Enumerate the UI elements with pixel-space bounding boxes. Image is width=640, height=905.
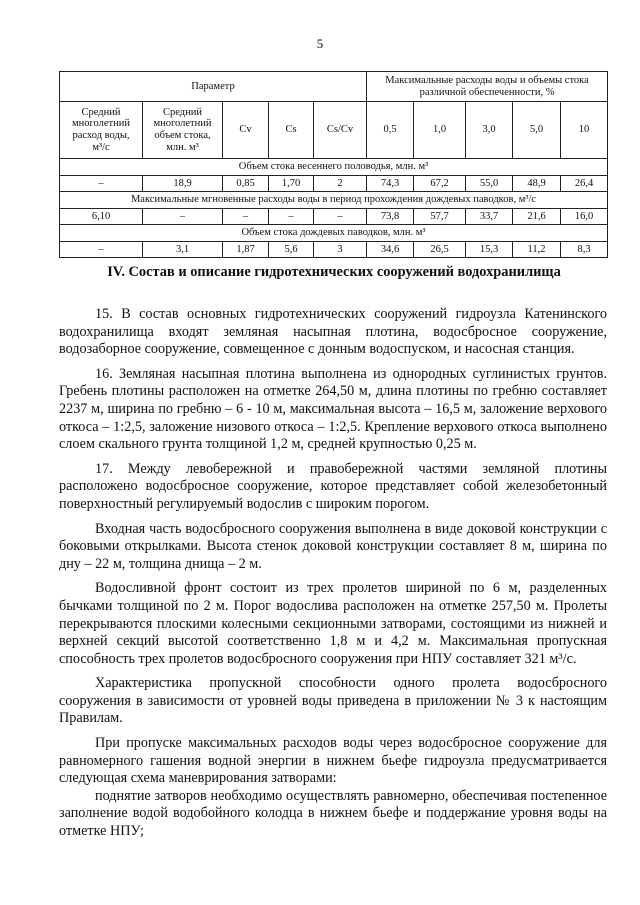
paragraph: 16. Земляная насыпная плотина выполнена из однородных суглинистых грунтов. Гребень плотины расположен на отметке 264,50 м, длина плотины по гребню составляет 2237 м, ширина по гребню – 6 - 10 м, максимальная высота – 16,5 м, заложение верхового откоса – 1:2,5, заложение низового откоса – 1:2,5. Крепление верхового откоса выполнено слоем скального грунта толщиной 1,2 м, средней крупностью 0,25 м. [59,365,607,453]
section-title-spring-runoff: Объем стока весеннего половодья, млн. м³ [60,159,608,176]
table-cell: – [269,209,314,225]
table-cell: 3 [314,242,367,258]
paragraph: Водосливной фронт состоит из трех пролетов шириной по 6 м, разделенных бычками толщиной по 2 м. Порог водослива расположен на отметке 257,50 м. Пролеты перекрываются плоскими колесными секционными затворами, состоящими из нижней и верхней секций высотой соответственно 1,8 м и 4,2 м. Максимальная пропускная способность трех пролетов водосбросного сооружения при НПУ составляет 321 м³/с. [59,580,607,667]
avg-flow-header-line: Средний [81,106,121,118]
table-cell: 5,6 [269,242,314,258]
cs-cv-header: Cs/Cv [314,102,367,159]
table-cell: 11,2 [513,242,561,258]
table-cell: 67,2 [414,176,466,192]
probability-header: 3,0 [466,102,513,159]
parameter-header: Параметр [60,72,367,102]
avg-flow-header [60,102,143,159]
document-body [59,306,607,848]
table-cell: 3,1 [143,242,223,258]
table-cell: 55,0 [466,176,513,192]
cs-header: Cs [269,102,314,159]
table-cell: – [143,209,223,225]
table-cell: 48,9 [513,176,561,192]
table-cell: 57,7 [414,209,466,225]
paragraph: При пропуске максимальных расходов воды через водосбросное сооружение для равномерного гашения водной энергии в нижнем бьефе гидроузла предусматривается следующая схема маневрирования затворами: [59,735,607,787]
table-cell: 8,3 [561,242,608,258]
table-cell: 2 [314,176,367,192]
paragraph: 15. В состав основных гидротехнических сооружений гидроузла Катенинского водохранилища входят земляная насыпная плотина, водосбросное сооружение, водозаборное сооружение, совмещенное с донным водоспуском, и насосная станция. [59,306,607,358]
table-cell: 74,3 [367,176,414,192]
table-cell: 18,9 [143,176,223,192]
probability-header: 5,0 [513,102,561,159]
table-cell: 21,6 [513,209,561,225]
probability-header: 1,0 [414,102,466,159]
table-row [60,242,608,258]
table-cell: 73,8 [367,209,414,225]
avg-volume-header-line: Средний [163,106,202,118]
paragraph: поднятие затворов необходимо осуществлять равномерно, обеспечивая постепенное заполнение водой водобойного колодца в нижнем бьефе и поддержание уровня воды на отметке НПУ; [59,787,607,840]
table-cell: 15,3 [466,242,513,258]
avg-flow-header-line: многолетний [71,118,131,130]
avg-volume-header-line: млн. м³ [166,141,199,153]
table-cell: 34,6 [367,242,414,258]
section-heading: IV. Состав и описание гидротехнических сооружений водохранилища [107,264,561,280]
max-flow-header-line1: Максимальные расходы воды и объемы стока [385,74,589,86]
table-row [60,176,608,192]
paragraph: Характеристика пропускной способности одного пролета водосбросного сооружения в зависимости от уровней воды приведена в приложении № 3 к настоящим Правилам. [59,675,607,727]
max-flow-header-line2: различной обеспеченности, % [419,86,555,98]
avg-volume-header [143,102,223,159]
probability-header: 0,5 [367,102,414,159]
max-flow-header [367,72,608,102]
section-title-rain-runoff: Объем стока дождевых паводков, млн. м³ [60,225,608,242]
table-cell: 1,70 [269,176,314,192]
avg-flow-header-line: м³/с [92,141,110,153]
cv-header: Cv [223,102,269,159]
table-cell: – [60,242,143,258]
table-cell: 0,85 [223,176,269,192]
paragraph: Входная часть водосбросного сооружения выполнена в виде доковой конструкции с боковыми открылками. Высота стенок доковой конструкции составляет 8 м, ширина по дну – 22 м, толщина днища – 2 м. [59,520,607,572]
table-cell: 26,5 [414,242,466,258]
probability-header: 10 [561,102,608,159]
table-cell: 6,10 [60,209,143,225]
runoff-parameters-table [59,71,608,258]
table-cell: – [60,176,143,192]
table-cell: – [314,209,367,225]
avg-flow-header-line: расход воды, [72,130,130,141]
table-row [60,209,608,225]
avg-volume-header-line: многолетний [153,118,212,130]
table-cell: 1,87 [223,242,269,258]
table-cell: 33,7 [466,209,513,225]
section-title-max-flow: Максимальные мгновенные расходы воды в период прохождения дождевых паводков, м³/с [60,192,608,209]
table-cell: 26,4 [561,176,608,192]
page-number: 5 [316,36,324,51]
table-cell: 16,0 [561,209,608,225]
paragraph: 17. Между левобережной и правобережной частями земляной плотины расположено водосбросное сооружение, которое представляет собой железобетонный поверхностный регулируемый водослив с широким порогом. [59,460,607,512]
table-cell: – [223,209,269,225]
avg-volume-header-line: объем стока, [154,130,211,141]
